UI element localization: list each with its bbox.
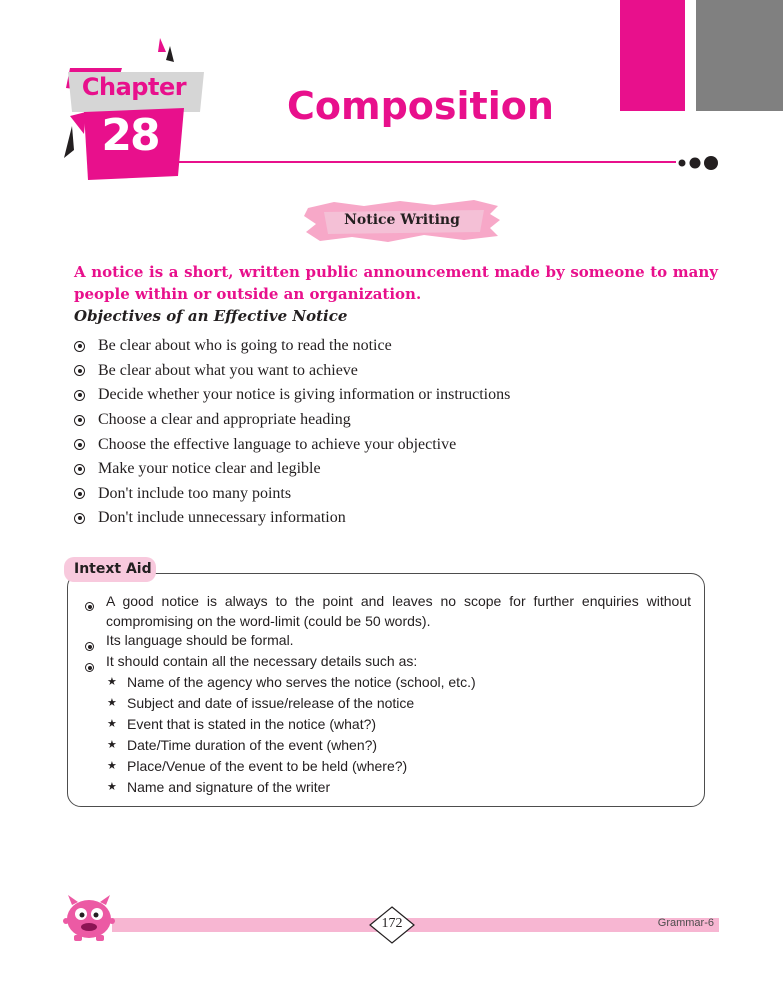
circle-bullet-icon xyxy=(74,488,85,499)
aid-detail: Subject and date of issue/release of the notice xyxy=(127,695,415,711)
page-title: Composition xyxy=(287,84,554,128)
objectives-heading: Objectives of an Effective Notice xyxy=(74,307,348,325)
circle-bullet-icon xyxy=(74,365,85,376)
section-banner-title: Notice Writing xyxy=(344,212,460,228)
aid-point: It should contain all the necessary details such as: xyxy=(106,653,418,669)
circle-bullet-icon xyxy=(74,415,85,426)
page-number: 172 xyxy=(381,916,403,931)
star-bullet-icon: ★ xyxy=(107,759,117,772)
circle-bullet-icon xyxy=(74,341,85,352)
title-rule xyxy=(0,150,783,180)
list-item: Choose a clear and appropriate heading xyxy=(74,408,510,433)
star-bullet-icon: ★ xyxy=(107,696,117,709)
list-item: Don't include too many points xyxy=(74,482,510,507)
circle-bullet-icon xyxy=(74,439,85,450)
list-item: Make your notice clear and legible xyxy=(74,457,510,482)
aid-point: A good notice is always to the point and leaves no scope for further enquiries without compromising on the word-limit (could be 50 words). xyxy=(106,593,691,629)
intro-definition: A notice is a short, written public announcement made by someone to many people within or outside an organization. xyxy=(74,263,718,303)
aid-detail: Event that is stated in the notice (what?) xyxy=(127,716,377,732)
list-item: Be clear about who is going to read the notice xyxy=(74,334,510,359)
aid-detail: Place/Venue of the event to be held (where?) xyxy=(127,758,408,774)
chapter-label: Chapter xyxy=(81,73,187,101)
chapter-number: 28 xyxy=(101,110,159,161)
monster-mascot-icon xyxy=(62,893,116,943)
list-item: Decide whether your notice is giving information or instructions xyxy=(74,383,510,408)
list-item: Don't include unnecessary information xyxy=(74,506,510,531)
book-title: Grammar-6 xyxy=(657,917,714,929)
star-bullet-icon: ★ xyxy=(107,780,117,793)
circle-bullet-icon xyxy=(85,596,94,615)
top-gray-block xyxy=(696,0,783,111)
circle-bullet-icon xyxy=(85,636,94,655)
star-bullet-icon: ★ xyxy=(107,738,117,751)
circle-bullet-icon xyxy=(85,657,94,676)
objectives-list xyxy=(74,334,510,531)
intext-aid-label: Intext Aid xyxy=(74,561,152,577)
aid-detail: Name of the agency who serves the notice (school, etc.) xyxy=(127,674,476,690)
top-pink-block xyxy=(620,0,685,111)
star-bullet-icon: ★ xyxy=(107,717,117,730)
star-bullet-icon: ★ xyxy=(107,675,117,688)
aid-point: Its language should be formal. xyxy=(106,632,294,648)
circle-bullet-icon xyxy=(74,513,85,524)
circle-bullet-icon xyxy=(74,464,85,475)
aid-detail: Date/Time duration of the event (when?) xyxy=(127,737,378,753)
list-item: Be clear about what you want to achieve xyxy=(74,359,510,384)
aid-detail: Name and signature of the writer xyxy=(127,779,331,795)
circle-bullet-icon xyxy=(74,390,85,401)
list-item: Choose the effective language to achieve your objective xyxy=(74,432,510,457)
